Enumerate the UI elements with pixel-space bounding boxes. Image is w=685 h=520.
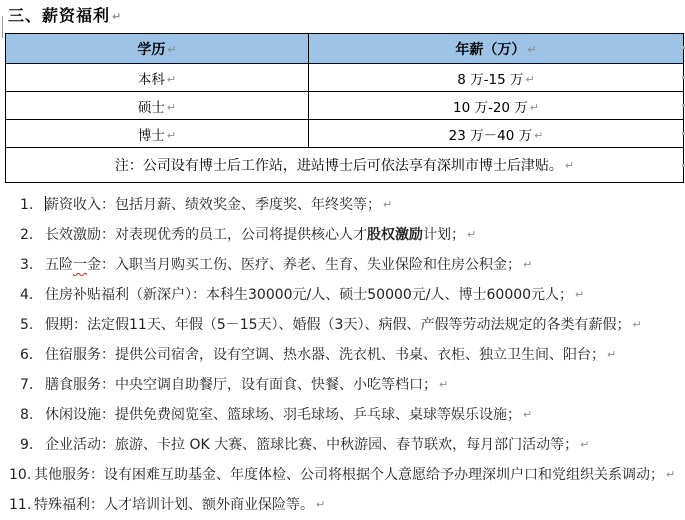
pilcrow-icon: ↵ — [523, 258, 533, 271]
list-text: 其他服务：设有困难互助基金、年度体检、公司将根据个人意愿给予办理深圳户口和党组织关系调动； — [34, 467, 664, 483]
spellcheck-squiggle: 一 — [73, 257, 87, 273]
pilcrow-icon: ↵ — [580, 438, 590, 451]
pilcrow-icon: ↵ — [523, 408, 533, 421]
pilcrow-icon: ↵ — [575, 288, 585, 301]
list-text: 企业活动：旅游、卡拉 OK 大赛、篮球比赛、中秋游园、春节联欢，每月部门活动等； — [45, 437, 579, 453]
list-item — [0, 310, 685, 340]
pilcrow-icon: ↵ — [527, 42, 537, 56]
list-item — [0, 280, 685, 310]
pilcrow-icon: ↵ — [529, 100, 540, 114]
list-item — [0, 220, 685, 250]
list-item — [0, 400, 685, 430]
bold-segment: 股权激励 — [367, 227, 423, 243]
cell-degree[interactable]: 本科 ↵ — [6, 64, 309, 92]
list-item — [0, 190, 685, 220]
list-text: 膳食服务：中央空调自助餐厅，设有面食、快餐、小吃等档口； — [45, 377, 437, 393]
section-title — [8, 5, 122, 28]
list-text: 住房补贴福利（新深户）：本科生30000元/人、硕士50000元/人、博士60000元人； — [45, 287, 574, 303]
pilcrow-icon: ↵ — [666, 468, 676, 481]
list-item — [0, 430, 685, 460]
list-text: 长效激励：对表现优秀的员工，公司将提供核心人才 — [45, 227, 367, 243]
cell-salary[interactable]: 8 万-15 万 ↵ — [309, 64, 684, 92]
salary-table — [5, 33, 684, 183]
list-text: 特殊福利：人才培训计划、额外商业保险等。 — [34, 497, 314, 513]
pilcrow-icon: ↵ — [439, 378, 449, 391]
list-number: 6. — [20, 347, 34, 363]
pilcrow-icon: ↵ — [316, 498, 326, 511]
list-number: 1. — [20, 197, 34, 213]
list-item — [0, 250, 685, 280]
list-item — [0, 460, 685, 490]
pilcrow-icon: ↵ — [534, 128, 544, 142]
cell-degree[interactable]: 硕士 ↵ — [6, 92, 309, 120]
list-number: 10. — [9, 467, 32, 483]
pilcrow-icon: ↵ — [632, 318, 642, 331]
pilcrow-icon: ↵ — [167, 42, 177, 56]
list-number: 5. — [20, 317, 34, 333]
list-text: 休闲设施：提供免费阅览室、篮球场、羽毛球场、乒乓球、桌球等娱乐设施； — [45, 407, 521, 423]
pilcrow-icon: ↵ — [564, 159, 575, 172]
cell-salary[interactable]: 10 万-20 万 ↵ — [309, 92, 684, 120]
list-number: 9. — [20, 437, 34, 453]
list-number: 3. — [20, 257, 34, 273]
table-header-row — [6, 34, 684, 64]
table-note-row — [6, 148, 684, 183]
pilcrow-icon: ↵ — [166, 100, 177, 114]
pilcrow-icon: ↵ — [112, 10, 123, 23]
pilcrow-icon: ↵ — [166, 72, 177, 86]
cell-degree[interactable]: 博士 ↵ — [6, 120, 309, 148]
list-item — [0, 490, 685, 520]
list-number: 2. — [20, 227, 34, 243]
list-text: 金：入职当月购买工伤、医疗、养老、生育、失业保险和住房公积金； — [87, 257, 521, 273]
list-text: 假期：法定假11天、年假（5－15天）、婚假（3天）、病假、产假等劳动法规定的各类有薪假； — [45, 317, 631, 333]
pilcrow-icon: ↵ — [166, 128, 177, 142]
header-cell-salary[interactable]: 年薪（万） ↵ — [309, 34, 684, 64]
list-text: 计划； — [423, 227, 465, 243]
list-text: 住宿服务：提供公司宿舍，设有空调、热水器、洗衣机、书桌、衣柜、独立卫生间、阳台； — [45, 347, 605, 363]
note-cell[interactable]: 注：公司设有博士后工作站，进站博士后可依法享有深圳市博士后津贴。 ↵ — [6, 148, 684, 183]
list-item — [0, 340, 685, 370]
table-row — [6, 120, 684, 148]
table-row — [6, 92, 684, 120]
pilcrow-icon: ↵ — [525, 72, 535, 86]
list-item — [0, 370, 685, 400]
table-row — [6, 64, 684, 92]
pilcrow-icon: ↵ — [383, 198, 393, 211]
section-title-text: 三、薪资福利 — [8, 6, 111, 25]
benefit-list — [0, 190, 685, 520]
list-number: 11. — [9, 497, 32, 513]
margin-cursor-line — [2, 16, 3, 38]
pilcrow-icon: ↵ — [607, 348, 617, 361]
list-text: 五险 — [45, 257, 73, 273]
list-number: 8. — [20, 407, 34, 423]
list-text: 薪资收入：包括月薪、绩效奖金、季度奖、年终奖等； — [45, 197, 381, 213]
header-cell-education[interactable]: 学历 ↵ — [6, 34, 309, 64]
list-number: 7. — [20, 377, 34, 393]
cell-salary[interactable]: 23 万－40 万 ↵ — [309, 120, 684, 148]
pilcrow-icon: ↵ — [467, 228, 477, 241]
list-number: 4. — [20, 287, 34, 303]
